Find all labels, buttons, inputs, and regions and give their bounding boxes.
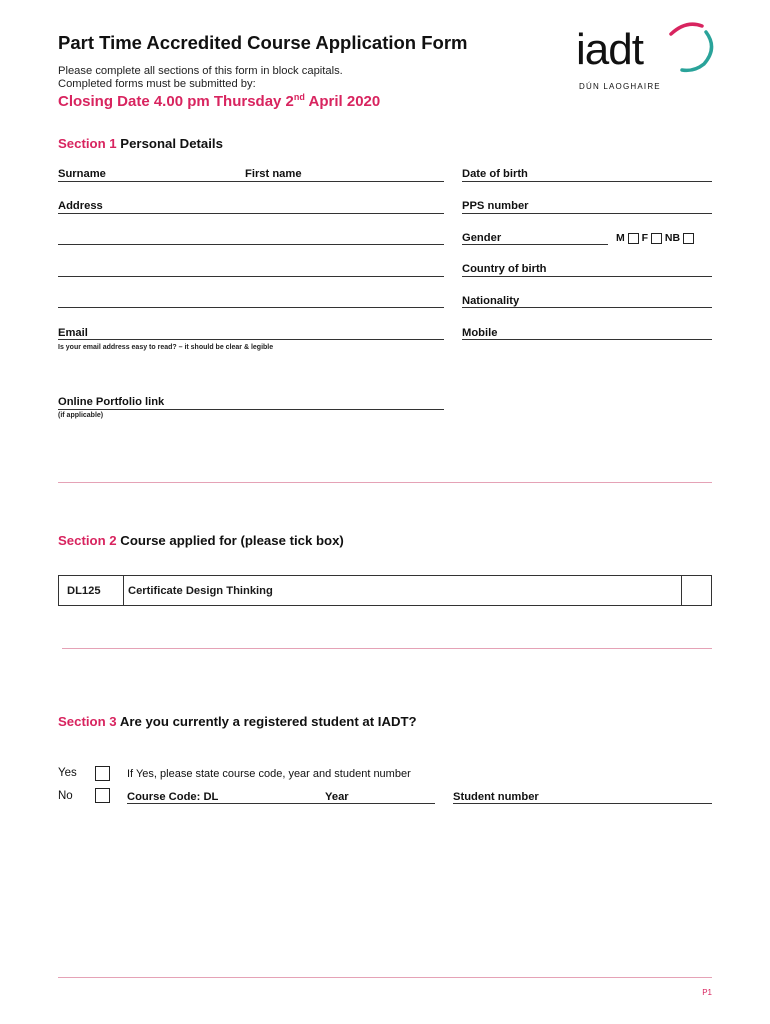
section-2-title: Course applied for (please tick box) [116, 533, 344, 548]
gender-nb-checkbox[interactable] [683, 233, 694, 244]
gender-f-checkbox[interactable] [651, 233, 662, 244]
country-of-birth-field[interactable] [462, 276, 712, 277]
if-yes-instruction: If Yes, please state course code, year and student number [127, 768, 411, 780]
course-table [58, 575, 712, 606]
course-tick-box[interactable] [682, 576, 711, 605]
closing-suffix: April 2020 [304, 93, 381, 110]
section-3-title: Are you currently a registered student at IADT? [116, 714, 417, 729]
gender-m-checkbox[interactable] [628, 233, 639, 244]
course-name-cell: Certificate Design Thinking [124, 576, 682, 605]
intro-line-1: Please complete all sections of this form in block capitals. [58, 65, 343, 77]
pps-label: PPS number [462, 200, 529, 212]
section-2-number: Section 2 [58, 533, 117, 548]
student-year-label: Year [325, 791, 349, 803]
portfolio-label: Online Portfolio link [58, 396, 165, 408]
address-field-3[interactable] [58, 276, 444, 277]
closing-sup: nd [293, 92, 305, 102]
section-1-heading [58, 136, 223, 151]
email-label: Email [58, 327, 88, 339]
portfolio-note: (if applicable) [58, 412, 104, 419]
student-course-code-label: Course Code: DL [127, 791, 219, 803]
no-label: No [58, 790, 73, 802]
gender-options [616, 232, 694, 244]
nationality-field[interactable] [462, 307, 712, 308]
no-checkbox[interactable] [95, 788, 110, 803]
course-code-cell: DL125 [59, 576, 124, 605]
section-3-heading [58, 714, 417, 729]
name-field[interactable] [58, 181, 444, 182]
closing-prefix: Closing Date 4.00 pm Thursday 2 [58, 93, 294, 110]
intro-text [58, 65, 343, 91]
country-of-birth-label: Country of birth [462, 263, 547, 275]
student-number-field[interactable] [453, 803, 712, 804]
page-number: P1 [702, 988, 712, 997]
logo-subtext: DÚN LAOGHAIRE [579, 82, 661, 91]
form-title: Part Time Accredited Course Application Form [58, 32, 468, 53]
first-name-label: First name [245, 168, 302, 180]
section-divider-1 [58, 482, 712, 483]
nationality-label: Nationality [462, 295, 520, 307]
gender-nb-label: NB [664, 232, 681, 244]
address-field-4[interactable] [58, 307, 444, 308]
yes-label: Yes [58, 767, 77, 779]
gender-m-label: M [616, 232, 625, 244]
mobile-label: Mobile [462, 327, 498, 339]
section-2-heading [58, 533, 344, 548]
section-3-number: Section 3 [58, 714, 117, 729]
section-1-number: Section 1 [58, 136, 117, 151]
intro-line-2: Completed forms must be submitted by: [58, 78, 256, 90]
pps-field[interactable] [462, 213, 712, 214]
address-label: Address [58, 200, 103, 212]
address-field-1[interactable] [58, 213, 444, 214]
surname-label: Surname [58, 168, 106, 180]
yes-checkbox[interactable] [95, 766, 110, 781]
closing-date [58, 93, 380, 110]
email-note: Is your email address easy to read? – it should be clear & legible [58, 344, 274, 351]
dob-field[interactable] [462, 181, 712, 182]
address-field-2[interactable] [58, 244, 444, 245]
gender-f-label: F [641, 232, 649, 244]
student-number-label: Student number [453, 791, 539, 803]
logo-text: iadt [576, 25, 643, 74]
section-1-title: Personal Details [116, 136, 223, 151]
mobile-field[interactable] [462, 339, 712, 340]
iadt-logo [576, 20, 716, 98]
email-field[interactable] [58, 339, 444, 340]
section-divider-2 [62, 648, 712, 649]
portfolio-field[interactable] [58, 409, 444, 410]
gender-field[interactable] [462, 244, 608, 245]
dob-label: Date of birth [462, 168, 528, 180]
course-code-year-field[interactable] [127, 803, 435, 804]
gender-label: Gender [462, 232, 502, 244]
footer-divider [58, 977, 712, 978]
